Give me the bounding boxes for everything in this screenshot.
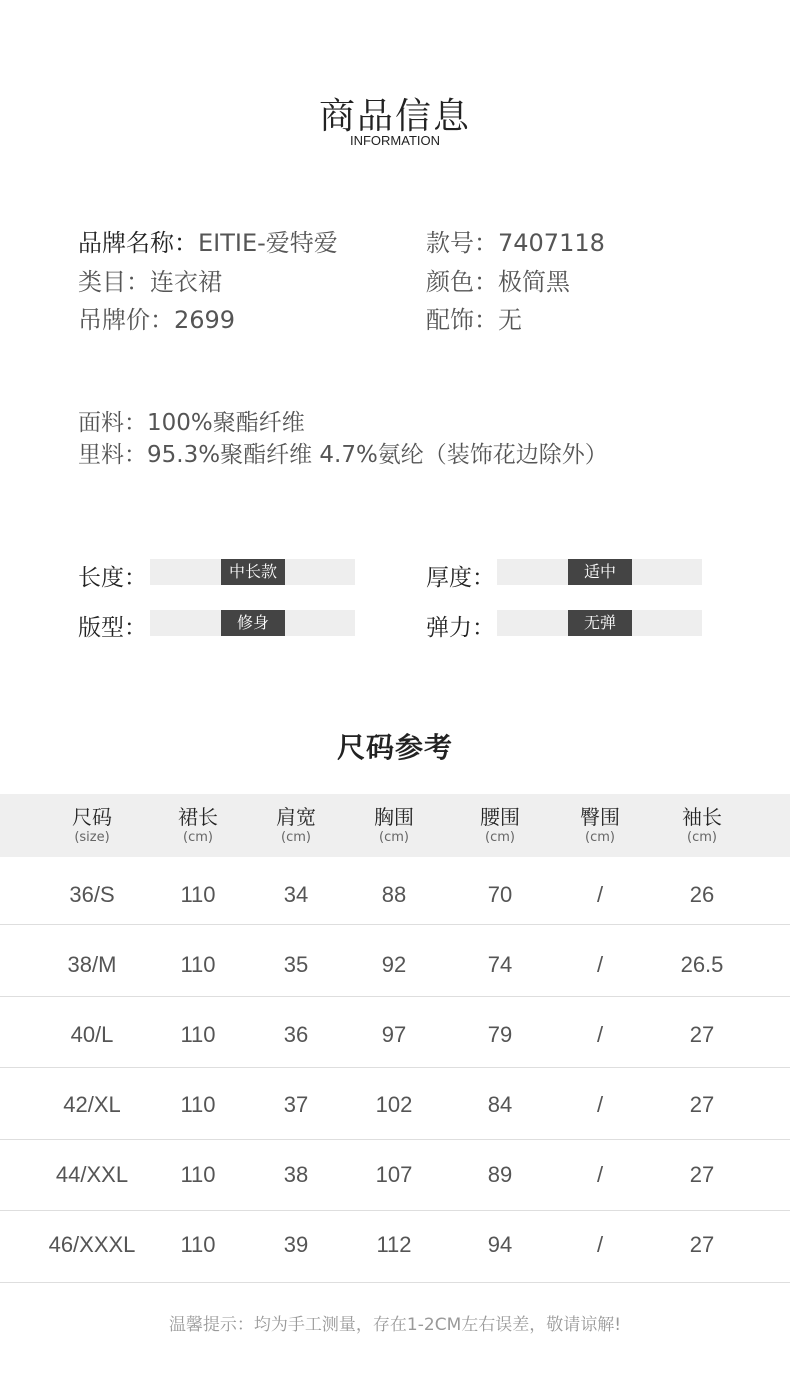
- header-unit: (cm): [585, 830, 615, 845]
- table-cell: 38/M: [67, 952, 117, 977]
- category-value: 连衣裙: [150, 268, 222, 296]
- fit-bar: [150, 610, 355, 636]
- row-divider: [0, 1210, 790, 1211]
- table-cell: 112: [376, 1232, 412, 1257]
- table-cell: 36/S: [69, 882, 115, 907]
- header-label: 胸围: [374, 805, 414, 829]
- row-divider: [0, 1139, 790, 1140]
- table-cell: 110: [180, 1162, 216, 1187]
- header-size: [32, 804, 152, 846]
- page-title: 商品信息: [318, 96, 471, 137]
- price-label: 吊牌价：: [78, 306, 174, 334]
- table-cell: 110: [180, 1232, 216, 1257]
- header-label: 肩宽: [276, 805, 316, 829]
- row-divider: [0, 1282, 790, 1283]
- table-cell: 110: [180, 882, 216, 907]
- header-bust: [334, 804, 454, 846]
- table-cell: 92: [381, 952, 407, 977]
- header-unit: (cm): [485, 830, 515, 845]
- table-cell: 110: [180, 1022, 216, 1047]
- color-row: [426, 262, 570, 297]
- header-unit: (size): [74, 830, 110, 845]
- table-cell: 46/XXXL: [48, 1232, 136, 1257]
- table-cell: 110: [180, 1092, 216, 1117]
- table-cell: 97: [381, 1022, 407, 1047]
- table-cell: 102: [375, 1092, 413, 1117]
- category-row: [78, 262, 222, 297]
- header-unit: (cm): [281, 830, 311, 845]
- accessory-value: 无: [498, 306, 522, 334]
- brand-row: [78, 223, 338, 258]
- thickness-bar: [497, 559, 702, 585]
- page-subtitle: INFORMATION: [349, 133, 441, 148]
- table-cell: /: [596, 952, 604, 977]
- header-unit: (cm): [183, 830, 213, 845]
- style-row: [426, 223, 605, 258]
- table-cell: 38: [283, 1162, 309, 1187]
- table-cell: 94: [487, 1232, 513, 1257]
- row-divider: [0, 1067, 790, 1068]
- table-cell: /: [596, 1162, 604, 1187]
- table-cell: 27: [689, 1232, 715, 1257]
- thickness-tag: 适中: [568, 559, 632, 585]
- header-unit: (cm): [379, 830, 409, 845]
- length-bar: [150, 559, 355, 585]
- table-cell: 26: [689, 882, 715, 907]
- size-table-title: 尺码参考: [336, 731, 453, 764]
- table-cell: 107: [375, 1162, 413, 1187]
- table-cell: /: [596, 1232, 604, 1257]
- price-value: 2699: [174, 306, 236, 334]
- elasticity-label: 弹力：: [426, 615, 495, 641]
- elasticity-tag: 无弹: [568, 610, 632, 636]
- table-cell: 40/L: [70, 1022, 114, 1047]
- table-cell: 88: [381, 882, 407, 907]
- header-label: 腰围: [480, 805, 520, 829]
- brand-value: EITIE-爱特爱: [198, 229, 338, 257]
- header-label: 尺码: [72, 805, 112, 829]
- thickness-label: 厚度：: [426, 565, 495, 591]
- table-cell: /: [596, 882, 604, 907]
- table-cell: 89: [487, 1162, 513, 1187]
- table-cell: 110: [180, 952, 216, 977]
- table-cell: 27: [689, 1092, 715, 1117]
- style-label: 款号：: [426, 229, 498, 257]
- header-label: 裙长: [178, 805, 218, 829]
- price-row: [78, 300, 235, 335]
- header-label: 臀围: [580, 805, 620, 829]
- table-cell: 36: [283, 1022, 309, 1047]
- row-divider: [0, 924, 790, 925]
- style-value: 7407118: [498, 229, 605, 257]
- measurement-tip: 温馨提示：均为手工测量，存在1-2CM左右误差，敬请谅解!: [168, 1315, 622, 1335]
- header-label: 袖长: [682, 805, 722, 829]
- table-cell: 27: [689, 1022, 715, 1047]
- table-cell: 39: [283, 1232, 309, 1257]
- table-cell: 34: [283, 882, 309, 907]
- table-cell: 74: [487, 952, 513, 977]
- table-cell: 70: [487, 882, 513, 907]
- color-label: 颜色：: [426, 268, 498, 296]
- table-cell: 37: [283, 1092, 309, 1117]
- table-cell: 42/XL: [63, 1092, 121, 1117]
- fabric-outer: 面料：100%聚酯纤维: [78, 410, 305, 436]
- table-cell: 79: [487, 1022, 513, 1047]
- table-cell: 26.5: [680, 952, 724, 977]
- header-sleeve: [642, 804, 762, 846]
- length-tag: 中长款: [221, 559, 285, 585]
- fit-tag: 修身: [221, 610, 285, 636]
- table-cell: 27: [689, 1162, 715, 1187]
- accessory-row: [426, 300, 522, 335]
- table-cell: /: [596, 1022, 604, 1047]
- fit-label: 版型：: [78, 615, 147, 641]
- row-divider: [0, 996, 790, 997]
- color-value: 极简黑: [498, 268, 570, 296]
- header-unit: (cm): [687, 830, 717, 845]
- table-cell: 44/XXL: [55, 1162, 129, 1187]
- elasticity-bar: [497, 610, 702, 636]
- table-cell: 35: [283, 952, 309, 977]
- category-label: 类目：: [78, 268, 150, 296]
- table-cell: /: [596, 1092, 604, 1117]
- fabric-lining: 里料：95.3%聚酯纤维 4.7%氨纶（装饰花边除外）: [78, 442, 608, 468]
- table-cell: 84: [487, 1092, 513, 1117]
- length-label: 长度：: [78, 565, 147, 591]
- accessory-label: 配饰：: [426, 306, 498, 334]
- brand-label: 品牌名称：: [78, 229, 198, 257]
